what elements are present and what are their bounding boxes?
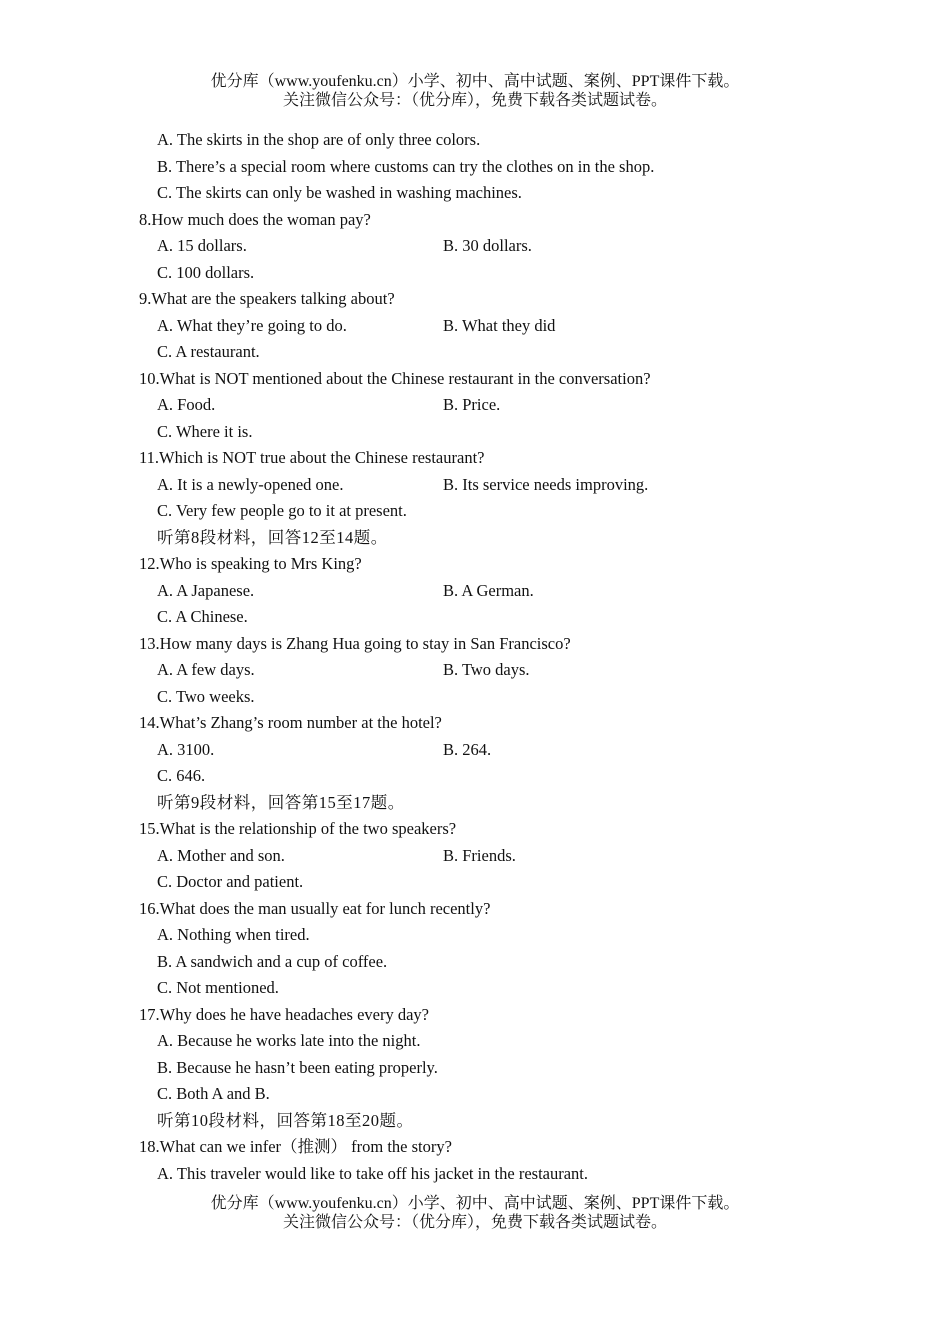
q18-option-a: A. This traveler would like to take off his jacket in the restaurant.: [157, 1163, 589, 1183]
question-8: 8.How much does the woman pay?: [139, 209, 371, 229]
q17-option-b: B. Because he hasn’t been eating properly.: [157, 1057, 438, 1077]
q14-option-b: B. 264.: [443, 739, 492, 759]
q17-option-a: A. Because he works late into the night.: [157, 1031, 421, 1050]
q11-option-b: B. Its service needs improving.: [443, 474, 649, 494]
q13-option-a: A. A few days.: [157, 660, 255, 679]
q8-option-b: B. 30 dollars.: [443, 236, 532, 255]
header-line-1: 优分库（www.youfenku.cn）小学、初中、高中试题、案例、PPT课件下载。: [210, 73, 740, 90]
q15-option-b: B. Friends.: [443, 845, 516, 865]
section-9-instruction: 听第9段材料，回答第15至17题。: [157, 792, 405, 812]
question-18: 18.What can we infer（推测） from the story?: [139, 1137, 452, 1156]
q16-option-b: B. A sandwich and a cup of coffee.: [157, 951, 388, 971]
q15-option-a: A. Mother and son.: [157, 845, 285, 865]
page-header: [0, 72, 950, 110]
q12-option-c: C. A Chinese.: [157, 607, 248, 626]
q9-options-row: [139, 313, 859, 340]
q9-option-c: C. A restaurant.: [157, 342, 260, 361]
q11-options-row: [139, 472, 859, 499]
q16-option-a: A. Nothing when tired.: [157, 925, 310, 944]
q10-options-row: [139, 392, 859, 419]
q13-option-b: B. Two days.: [443, 660, 530, 679]
question-12: 12.Who is speaking to Mrs King?: [139, 554, 362, 573]
q9-option-a: A. What they’re going to do.: [157, 315, 347, 335]
q10-option-b: B. Price.: [443, 395, 501, 414]
question-11: 11.Which is NOT true about the Chinese restaurant?: [139, 448, 485, 467]
q10-option-a: A. Food.: [157, 395, 216, 414]
q15-options-row: [139, 843, 859, 870]
q8-options-row: [139, 233, 859, 260]
q7-option-b: B. There’s a special room where customs can try the clothes on in the shop.: [157, 156, 655, 176]
q7-option-a: A. The skirts in the shop are of only three colors.: [157, 130, 481, 149]
question-13: 13.How many days is Zhang Hua going to stay in San Francisco?: [139, 633, 571, 653]
q14-option-a: A. 3100.: [157, 739, 215, 759]
q12-option-a: A. A Japanese.: [157, 580, 255, 600]
question-10: 10.What is NOT mentioned about the Chinese restaurant in the conversation?: [139, 368, 651, 388]
footer-line-2: 关注微信公众号：（优分库），免费下载各类试题试卷。: [282, 1214, 667, 1231]
section-10-instruction: 听第10段材料，回答第18至20题。: [157, 1110, 414, 1130]
q11-option-a: A. It is a newly-opened one.: [157, 474, 344, 494]
q13-options-row: [139, 657, 859, 684]
q12-options-row: [139, 578, 859, 605]
header-line-2: 关注微信公众号：（优分库），免费下载各类试题试卷。: [282, 92, 667, 109]
q17-option-c: C. Both A and B.: [157, 1084, 270, 1103]
q9-option-b: B. What they did: [443, 315, 556, 335]
q8-option-a: A. 15 dollars.: [157, 236, 247, 255]
exam-content: [139, 127, 859, 1187]
q13-option-c: C. Two weeks.: [157, 686, 255, 706]
question-17: 17.Why does he have headaches every day?: [139, 1004, 429, 1024]
question-15: 15.What is the relationship of the two speakers?: [139, 819, 457, 838]
question-16: 16.What does the man usually eat for lunch recently?: [139, 898, 491, 918]
q14-options-row: [139, 737, 859, 764]
q16-option-c: C. Not mentioned.: [157, 978, 279, 997]
footer-line-1: 优分库（www.youfenku.cn）小学、初中、高中试题、案例、PPT课件下载。: [210, 1195, 740, 1212]
q14-option-c: C. 646.: [157, 766, 206, 785]
q12-option-b: B. A German.: [443, 580, 534, 600]
q10-option-c: C. Where it is.: [157, 421, 253, 441]
q7-option-c: C. The skirts can only be washed in washing machines.: [157, 183, 522, 202]
page-footer: [0, 1194, 950, 1232]
q15-option-c: C. Doctor and patient.: [157, 872, 304, 891]
q8-option-c: C. 100 dollars.: [157, 262, 255, 282]
question-9: 9.What are the speakers talking about?: [139, 289, 395, 308]
question-14: 14.What’s Zhang’s room number at the hotel?: [139, 713, 442, 732]
q11-option-c: C. Very few people go to it at present.: [157, 501, 407, 520]
section-8-instruction: 听第8段材料，回答12至14题。: [157, 527, 388, 547]
